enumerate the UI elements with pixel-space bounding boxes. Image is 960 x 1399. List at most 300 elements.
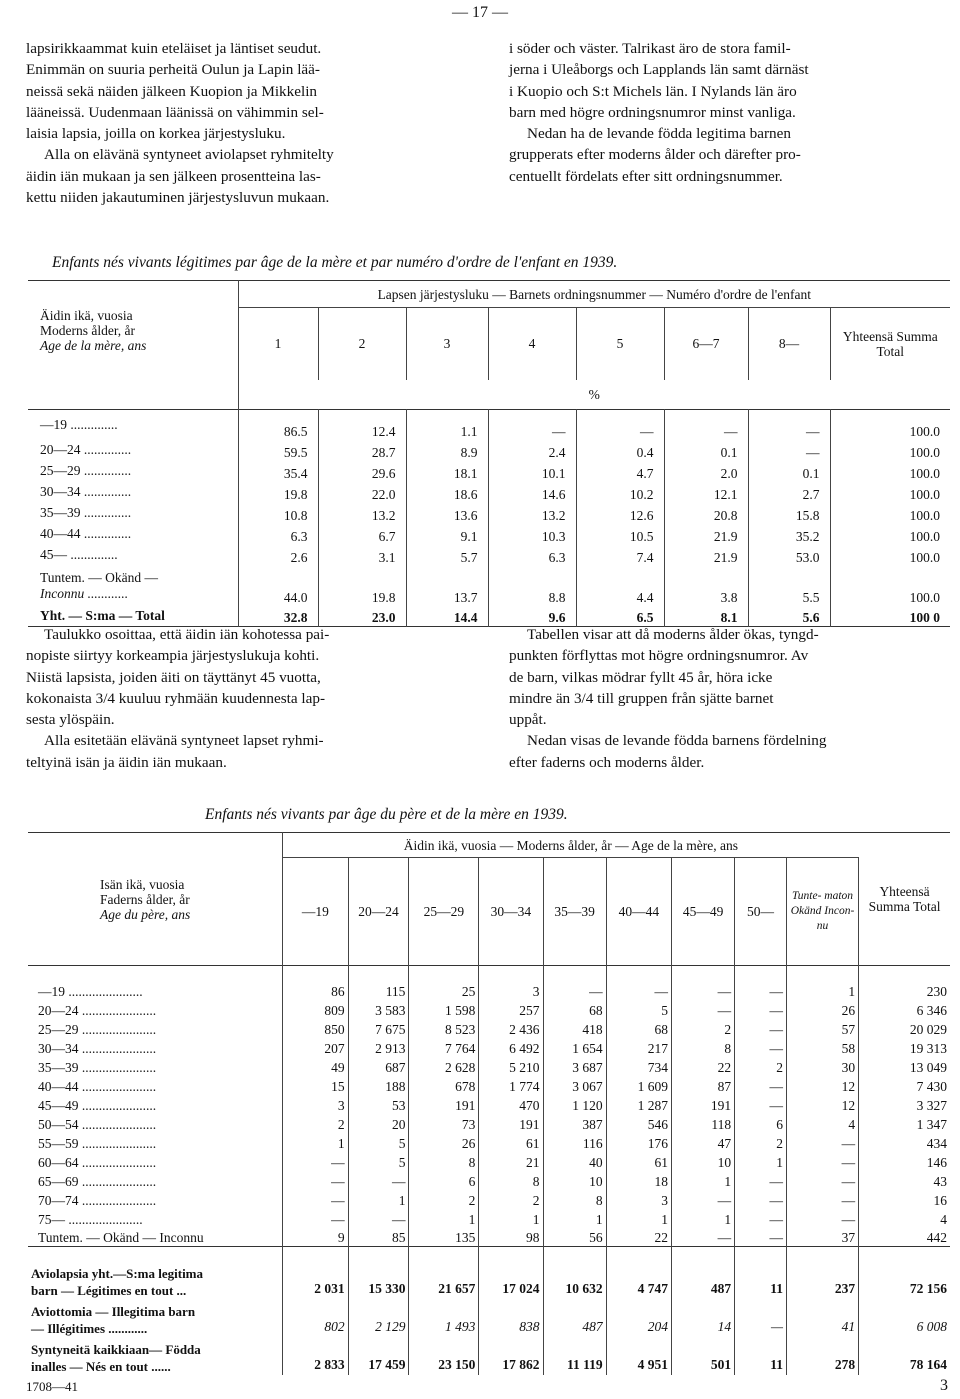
table-cell: — <box>348 1171 409 1190</box>
table-cell: 3 <box>606 1190 671 1209</box>
text-line: kokonaista 3/4 kuuluu ryhmään kuudennesta lap- <box>26 689 326 707</box>
table-cell: 1 347 <box>916 1116 947 1132</box>
table-cell: 100.0 <box>909 528 941 544</box>
table-cell: 188 <box>348 1076 409 1095</box>
table-cell: 6.7 <box>318 524 406 545</box>
table-cell: 7 675 <box>348 1019 409 1038</box>
text-line: centuellt fördelats efter sitt ordningsnummer. <box>509 167 783 185</box>
table-cell: 3 067 <box>543 1076 606 1095</box>
table-cell: 5.5 <box>748 566 830 606</box>
table-cell: 3.8 <box>664 566 748 606</box>
table-cell: 204 <box>606 1299 671 1337</box>
table-row <box>28 1133 950 1152</box>
column-header: Yhteensä Summa Total <box>842 328 938 359</box>
row-label-text: barn — Légitimes en tout ... <box>31 1282 187 1298</box>
column-header: 40—44 <box>606 858 671 966</box>
table-cell: 14.6 <box>488 482 576 503</box>
table-cell: 4.7 <box>576 461 664 482</box>
table-cell: 678 <box>409 1076 479 1095</box>
table-cell: 1 287 <box>606 1095 671 1114</box>
table-cell: — <box>672 966 735 1000</box>
row-label <box>28 482 238 503</box>
table-row <box>28 566 950 606</box>
table-cell: — <box>748 410 830 440</box>
table-cell: 100.0 <box>909 486 941 502</box>
table-cell: 207 <box>283 1038 348 1057</box>
text-line: uppåt. <box>509 711 547 729</box>
row-label-text: Inconnu ............ <box>40 585 129 601</box>
table-cell: 10.5 <box>576 524 664 545</box>
text-line: laisia lapsia, joilla on korkea järjestysluku. <box>26 125 286 143</box>
row-label: Tuntem. — Okänd — Inconnu <box>28 1228 283 1247</box>
table-cell: 1 774 <box>479 1076 543 1095</box>
table-cell: — <box>786 1171 858 1190</box>
table-cell: 4 <box>786 1114 858 1133</box>
table-cell: 21 657 <box>409 1247 479 1299</box>
table-cell: 53 <box>348 1095 409 1114</box>
table-cell: 47 <box>672 1133 735 1152</box>
total-row <box>28 1337 950 1375</box>
table-cell: — <box>488 410 576 440</box>
row-label <box>28 1337 283 1375</box>
table-cell: 19 313 <box>909 1040 947 1056</box>
table-cell: — <box>283 1209 348 1228</box>
text-line: de barn, vilkas mödrar fyllt 45 år, höra icke <box>509 668 773 686</box>
table-row <box>28 1114 950 1133</box>
left-intro-paragraph <box>26 38 478 208</box>
table-row <box>28 1057 950 1076</box>
table-cell: 2.4 <box>488 440 576 461</box>
table-cell: 11 119 <box>543 1337 606 1375</box>
text-line: teltyinä isän ja äidin iän mukaan. <box>26 753 227 771</box>
table-cell: — <box>786 1152 858 1171</box>
table-cell: 8 <box>409 1152 479 1171</box>
table-cell: 13.2 <box>488 503 576 524</box>
table-row <box>28 524 950 545</box>
table-cell: — <box>672 1190 735 1209</box>
table-cell: 6 <box>409 1171 479 1190</box>
table-cell: — <box>786 1209 858 1228</box>
table-cell: 501 <box>672 1337 735 1375</box>
text-line: nopiste siirtyy korkeampia järjestyslukuja kohti. <box>26 647 320 665</box>
table-cell: 4 951 <box>606 1337 671 1375</box>
table-cell: 2.7 <box>748 482 830 503</box>
row-label <box>28 566 238 606</box>
table-cell: 1 <box>409 1209 479 1228</box>
table-cell: — <box>664 410 748 440</box>
table-cell: 86 <box>283 966 348 1000</box>
table-cell: 1 <box>543 1209 606 1228</box>
table-cell: 470 <box>479 1095 543 1114</box>
table-cell: 5 <box>348 1152 409 1171</box>
table-row <box>28 482 950 503</box>
row-label: 60—64 ...................... <box>28 1152 283 1171</box>
table-cell: 13.6 <box>406 503 488 524</box>
table-cell: 15 330 <box>348 1247 409 1299</box>
table-cell: 29.6 <box>318 461 406 482</box>
table-cell: 2 <box>672 1019 735 1038</box>
stub-header-line: Faderns ålder, år <box>100 891 190 907</box>
table-cell: 11 <box>735 1247 787 1299</box>
table-cell: 14 <box>672 1299 735 1337</box>
row-label: 70—74 ...................... <box>28 1190 283 1209</box>
table-cell: 10.3 <box>488 524 576 545</box>
table-row <box>28 1190 950 1209</box>
table-cell: 40 <box>543 1152 606 1171</box>
table-cell: 13.7 <box>406 566 488 606</box>
table-cell: 23.0 <box>318 606 406 627</box>
row-label-text: Aviottomia — Illegitima barn <box>31 1303 196 1319</box>
table-cell: 35.4 <box>238 461 318 482</box>
column-header: —19 <box>283 858 348 966</box>
table-cell: 22.0 <box>318 482 406 503</box>
table-cell: 100 0 <box>909 610 941 625</box>
table-cell: 56 <box>543 1228 606 1247</box>
table-cell: 191 <box>479 1114 543 1133</box>
stub-header-line: Age de la mère, ans <box>40 337 147 353</box>
total-row <box>28 1299 950 1337</box>
table-cell: — <box>735 1076 787 1095</box>
table1 <box>28 280 950 627</box>
table-cell: 418 <box>543 1019 606 1038</box>
table-cell: 21.9 <box>664 545 748 566</box>
table-cell: 17 024 <box>479 1247 543 1299</box>
print-code: 1708—41 <box>26 1379 78 1394</box>
table-cell: 387 <box>543 1114 606 1133</box>
table-cell: 21 <box>479 1152 543 1171</box>
table-row <box>28 1228 950 1247</box>
table-cell: 2 833 <box>283 1337 348 1375</box>
row-label-text: Aviolapsia yht.—S:ma legitima <box>31 1265 204 1281</box>
table-cell: 6 346 <box>916 1002 947 1018</box>
row-label: 40—44 ...................... <box>28 1076 283 1095</box>
table-cell: 6 008 <box>916 1318 947 1334</box>
table-cell: — <box>735 1019 787 1038</box>
table-cell: 20 <box>348 1114 409 1133</box>
row-label <box>28 461 238 482</box>
text-line: äidin iän mukaan ja sen jälkeen prosentteina las- <box>26 167 321 185</box>
table-row <box>28 461 950 482</box>
table-cell: 10 <box>543 1171 606 1190</box>
table-cell: 146 <box>926 1154 947 1170</box>
table-cell: 53.0 <box>748 545 830 566</box>
text-line: grupperats efter moderns ålder och därefter pro- <box>509 146 801 164</box>
table-cell: 41 <box>786 1299 858 1337</box>
table-cell: 2 <box>735 1133 787 1152</box>
table-cell: 687 <box>348 1057 409 1076</box>
table-cell: 176 <box>606 1133 671 1152</box>
table-cell: 115 <box>348 966 409 1000</box>
column-header: 3 <box>406 308 488 380</box>
table-cell: 13.2 <box>318 503 406 524</box>
table-cell: 78 164 <box>909 1356 947 1372</box>
table-cell: 9.1 <box>406 524 488 545</box>
text-line: punkten förflyttas mot högre ordningsnumror. Av <box>509 647 809 665</box>
table-cell: 3 <box>479 966 543 1000</box>
table-cell: 838 <box>479 1299 543 1337</box>
table-cell: 7.4 <box>576 545 664 566</box>
row-label-text: Syntyneitä kaikkiaan— Födda <box>31 1341 201 1357</box>
table-cell: 23 150 <box>409 1337 479 1375</box>
table-cell: 0.1 <box>664 440 748 461</box>
table-cell: 546 <box>606 1114 671 1133</box>
text-line: sesta ylöspäin. <box>26 711 115 729</box>
signature-mark: 3 <box>940 1377 948 1394</box>
left-mid-paragraph <box>26 624 478 773</box>
row-label: —19 ...................... <box>28 966 283 1000</box>
table-cell: 8 <box>479 1171 543 1190</box>
table-cell: 1 654 <box>543 1038 606 1057</box>
text-line: Alla esitetään elävänä syntyneet lapset ryhmi- <box>44 732 324 750</box>
table-row <box>28 545 950 566</box>
row-label: 35—39 ...................... <box>28 1057 283 1076</box>
table-cell: 61 <box>479 1133 543 1152</box>
table-row <box>28 1209 950 1228</box>
table-cell: 2 <box>409 1190 479 1209</box>
row-label <box>28 1299 283 1337</box>
table-row <box>28 440 950 461</box>
table-cell: 12.6 <box>576 503 664 524</box>
table2-stub-header <box>28 833 283 966</box>
text-line: Taulukko osoittaa, että äidin iän kohotessa pai- <box>44 626 330 643</box>
table-cell: — <box>735 1228 787 1247</box>
column-header: 50— <box>735 858 787 966</box>
text-line: lääneissä. Uudenmaan läänissä on vähimmin sel- <box>26 103 324 121</box>
row-label-text: 40—44 .............. <box>40 526 132 541</box>
table-cell: 100.0 <box>909 465 941 481</box>
table-cell: 68 <box>606 1019 671 1038</box>
table-cell: 73 <box>409 1114 479 1133</box>
table-cell: 1.1 <box>406 410 488 440</box>
text-line: kettu niiden jakautuminen järjestysluvun mukaan. <box>26 189 330 207</box>
table-cell: 59.5 <box>238 440 318 461</box>
row-label-text: —19 .............. <box>40 416 118 432</box>
table-cell: — <box>735 1299 787 1337</box>
text-line: neissä sekä näiden jälkeen Kuopion ja Mikkelin <box>26 82 318 100</box>
table-row <box>28 1076 950 1095</box>
table-cell: 1 <box>672 1209 735 1228</box>
text-line: Alla on elävänä syntyneet aviolapset ryhmitelty <box>44 146 334 164</box>
table-cell: 4.4 <box>576 566 664 606</box>
table-cell: 28.7 <box>318 440 406 461</box>
table-cell: 6.3 <box>488 545 576 566</box>
table-cell: 17 459 <box>348 1337 409 1375</box>
table-cell: 12 <box>786 1076 858 1095</box>
table-cell: — <box>576 410 664 440</box>
table-cell: — <box>672 1000 735 1019</box>
row-label-text: 30—34 .............. <box>40 484 132 499</box>
table-cell: 191 <box>409 1095 479 1114</box>
table-cell: — <box>348 1209 409 1228</box>
table-cell: 0.1 <box>748 461 830 482</box>
table-cell: 15.8 <box>748 503 830 524</box>
table1-caption: Enfants nés vivants légitimes par âge de la mère et par numéro d'ordre de l'enfant en 1939. <box>52 254 618 271</box>
table-cell: — <box>735 1190 787 1209</box>
column-header: 5 <box>576 308 664 380</box>
row-label-text: Yht. — S:ma — Total <box>40 607 165 623</box>
table-cell: 100.0 <box>909 423 941 439</box>
table-cell: 5.7 <box>406 545 488 566</box>
table-cell: 8 <box>672 1038 735 1057</box>
text-line: Nedan visas de levande födda barnens fördelning <box>527 732 827 750</box>
table-cell: 1 <box>735 1152 787 1171</box>
text-line: jerna i Uleåborgs och Lapplands län samt därnäst <box>509 61 809 79</box>
table-cell: 98 <box>479 1228 543 1247</box>
table-cell: 230 <box>926 983 947 999</box>
row-label-text: — Illégitimes ............ <box>31 1320 148 1336</box>
table-cell: 49 <box>283 1057 348 1076</box>
table-cell: 191 <box>672 1095 735 1114</box>
table-cell: 10.2 <box>576 482 664 503</box>
table-cell: 1 <box>606 1209 671 1228</box>
table-cell: 100.0 <box>909 549 941 565</box>
stub-header-line: Age du père, ans <box>100 906 191 922</box>
table-row <box>28 1019 950 1038</box>
table-cell: 6 <box>735 1114 787 1133</box>
text-line: Niistä lapsista, joiden äiti on täyttänyt 45 vuotta, <box>26 668 321 686</box>
table-cell: 10.1 <box>488 461 576 482</box>
table-cell: 5 210 <box>479 1057 543 1076</box>
text-line: efter faderns och moderns ålder. <box>509 753 705 771</box>
table-cell: 10.8 <box>238 503 318 524</box>
table-cell: 86.5 <box>238 410 318 440</box>
table-cell: — <box>283 1171 348 1190</box>
table-cell: 217 <box>606 1038 671 1057</box>
table-cell: 802 <box>283 1299 348 1337</box>
table-cell: — <box>735 1095 787 1114</box>
column-header: 2 <box>318 308 406 380</box>
row-label <box>28 410 238 440</box>
table-cell: 734 <box>606 1057 671 1076</box>
table1-group-header: Lapsen järjestysluku — Barnets ordningsnummer — Numéro d'ordre de l'enfant <box>238 281 950 308</box>
table-cell: 85 <box>348 1228 409 1247</box>
table-cell: — <box>748 440 830 461</box>
row-label-text: inalles — Nés en tout ...... <box>31 1358 171 1374</box>
table-cell: 58 <box>786 1038 858 1057</box>
column-header: 45—49 <box>672 858 735 966</box>
column-header: Yhteensä Summa Total <box>868 884 941 914</box>
table-cell: 0.4 <box>576 440 664 461</box>
stub-header-line: Isän ikä, vuosia <box>100 876 185 892</box>
table2 <box>28 832 950 1375</box>
row-label: 20—24 ...................... <box>28 1000 283 1019</box>
total-row <box>28 1247 950 1299</box>
table-cell: 442 <box>926 1230 947 1245</box>
table-cell: 116 <box>543 1133 606 1152</box>
table-cell: — <box>606 966 671 1000</box>
table-cell: 22 <box>606 1228 671 1247</box>
row-label: 75— ...................... <box>28 1209 283 1228</box>
stub-header-line: Moderns ålder, år <box>40 322 136 338</box>
row-label: 45—49 ...................... <box>28 1095 283 1114</box>
row-label <box>28 440 238 461</box>
table-cell: 809 <box>283 1000 348 1019</box>
table-cell: 487 <box>672 1247 735 1299</box>
table-cell: 7 764 <box>409 1038 479 1057</box>
table-cell: 26 <box>409 1133 479 1152</box>
unit-label: % <box>588 386 600 402</box>
table-cell: 22 <box>672 1057 735 1076</box>
row-label <box>28 524 238 545</box>
table-cell: 44.0 <box>238 566 318 606</box>
table-cell: 2 <box>283 1114 348 1133</box>
table-cell: 12.1 <box>664 482 748 503</box>
table-row <box>28 966 950 1000</box>
table-cell: 2.0 <box>664 461 748 482</box>
table-cell: 35.2 <box>748 524 830 545</box>
row-label-text: 35—39 .............. <box>40 505 132 520</box>
table-cell: 2 <box>735 1057 787 1076</box>
right-mid-paragraph <box>509 624 949 773</box>
table-cell: 135 <box>409 1228 479 1247</box>
table-cell: 9.6 <box>488 606 576 627</box>
table-cell: 8 523 <box>409 1019 479 1038</box>
table-cell: 1 <box>479 1209 543 1228</box>
text-line: Nedan ha de levande födda legitima barnen <box>527 125 791 143</box>
table-cell: — <box>283 1190 348 1209</box>
table-cell: 2 436 <box>479 1019 543 1038</box>
table-cell: 5.6 <box>748 606 830 627</box>
table-cell: 2 031 <box>283 1247 348 1299</box>
table-cell: 10 632 <box>543 1247 606 1299</box>
column-header: 1 <box>238 308 318 380</box>
text-line: barn med högre ordningsnumror minst vanliga. <box>509 103 796 121</box>
table-cell: 21.9 <box>664 524 748 545</box>
table-cell: 61 <box>606 1152 671 1171</box>
table-cell: — <box>735 1000 787 1019</box>
table-row <box>28 503 950 524</box>
row-label: 25—29 ...................... <box>28 1019 283 1038</box>
table-cell: 6 492 <box>479 1038 543 1057</box>
table-cell: 5 <box>606 1000 671 1019</box>
table-row <box>28 1095 950 1114</box>
table-cell: 4 <box>940 1211 947 1227</box>
table-cell: 2 913 <box>348 1038 409 1057</box>
table-cell: 8 <box>543 1190 606 1209</box>
table-cell: 100.0 <box>909 444 941 460</box>
table-cell: 32.8 <box>238 606 318 627</box>
column-header: 20—24 <box>348 858 409 966</box>
column-header: 30—34 <box>479 858 543 966</box>
table-cell: 26 <box>786 1000 858 1019</box>
text-line: mindre än 3/4 till gruppen från sjätte barnet <box>509 689 774 707</box>
table-cell: 257 <box>479 1000 543 1019</box>
row-label: 65—69 ...................... <box>28 1171 283 1190</box>
text-line: lapsirikkaammat kuin eteläiset ja läntiset seudut. <box>26 40 322 57</box>
table-cell: 8.1 <box>664 606 748 627</box>
table-cell: 1 609 <box>606 1076 671 1095</box>
table-cell: 6.3 <box>238 524 318 545</box>
column-header: 4 <box>488 308 576 380</box>
column-header: 35—39 <box>543 858 606 966</box>
table-cell: 3.1 <box>318 545 406 566</box>
table-cell: 8.9 <box>406 440 488 461</box>
table-cell: 9 <box>283 1228 348 1247</box>
table-cell: 1 <box>672 1171 735 1190</box>
text-line: i Kuopio och S:t Michels län. I Nylands län äro <box>509 82 797 100</box>
table2-group-header: Äidin ikä, vuosia — Moderns ålder, år — Age de la mère, ans <box>283 833 859 858</box>
row-label-text: 25—29 .............. <box>40 463 132 478</box>
table-cell: 18 <box>606 1171 671 1190</box>
table-row <box>28 1038 950 1057</box>
table-cell: 11 <box>735 1337 787 1375</box>
row-label: 30—34 ...................... <box>28 1038 283 1057</box>
table-cell: 100.0 <box>909 589 941 605</box>
table-cell: 8.8 <box>488 566 576 606</box>
table2-caption: Enfants nés vivants par âge du père et de la mère en 1939. <box>205 806 568 823</box>
table-cell: 72 156 <box>909 1280 947 1296</box>
table-cell: 100.0 <box>909 507 941 523</box>
